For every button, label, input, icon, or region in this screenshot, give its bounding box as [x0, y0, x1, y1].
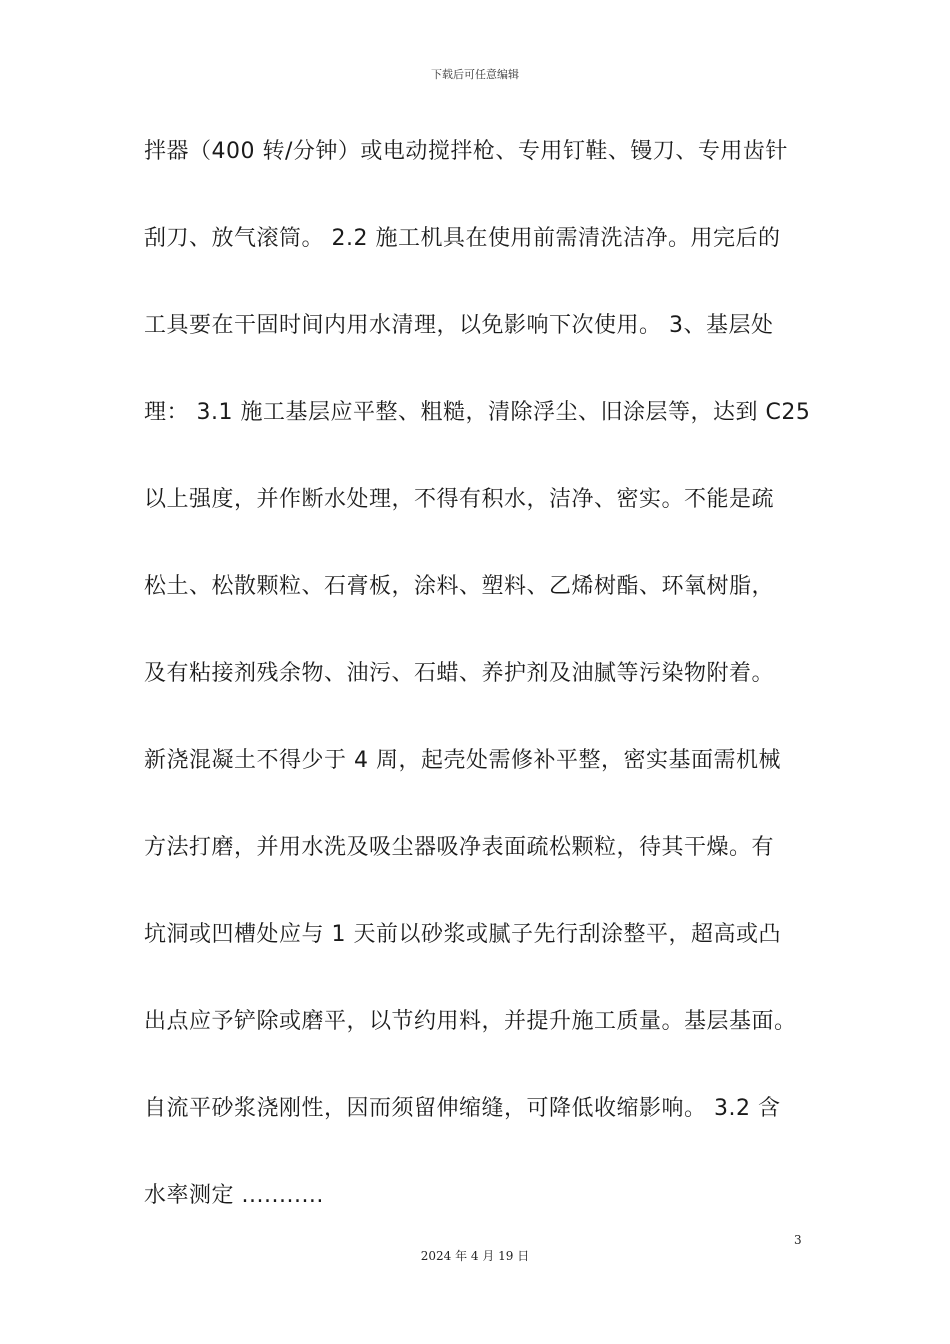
document-body	[144, 130, 834, 1261]
body-line: 新浇混凝土不得少于 4 周，起壳处需修补平整，密实基面需机械	[144, 748, 781, 773]
page-number: 3	[794, 1233, 802, 1247]
body-line: 刮刀、放气滚筒。 2.2 施工机具在使用前需清洗洁净。用完后的	[144, 226, 781, 251]
body-line: 松土、松散颗粒、石膏板，涂料、塑料、乙烯树酯、环氧树脂，	[144, 574, 775, 599]
page-header: 下载后可任意编辑	[431, 68, 519, 81]
body-line: 理： 3.1 施工基层应平整、粗糙，清除浮尘、旧涂层等，达到 C25	[144, 400, 811, 425]
page-footer-date: 2024 年 4 月 19 日	[420, 1249, 530, 1263]
body-line: 水率测定 ...........	[144, 1183, 324, 1208]
body-line: 工具要在干固时间内用水清理，以免影响下次使用。 3、基层处	[144, 313, 774, 338]
body-line: 自流平砂浆浇刚性，因而须留伸缩缝，可降低收缩影响。 3.2 含	[144, 1096, 781, 1121]
body-line: 出点应予铲除或磨平，以节约用料，并提升施工质量。基层基面。	[144, 1009, 797, 1034]
body-line: 及有粘接剂残余物、油污、石蜡、养护剂及油腻等污染物附着。	[144, 661, 775, 686]
body-line: 拌器（400 转/分钟）或电动搅拌枪、专用钉鞋、镘刀、专用齿针	[144, 139, 788, 164]
body-line: 以上强度，并作断水处理，不得有积水，洁净、密实。不能是疏	[144, 487, 775, 512]
body-line: 方法打磨，并用水洗及吸尘器吸净表面疏松颗粒，待其干燥。有	[144, 835, 775, 860]
body-line: 坑洞或凹槽处应与 1 天前以砂浆或腻子先行刮涂整平，超高或凸	[144, 922, 781, 947]
